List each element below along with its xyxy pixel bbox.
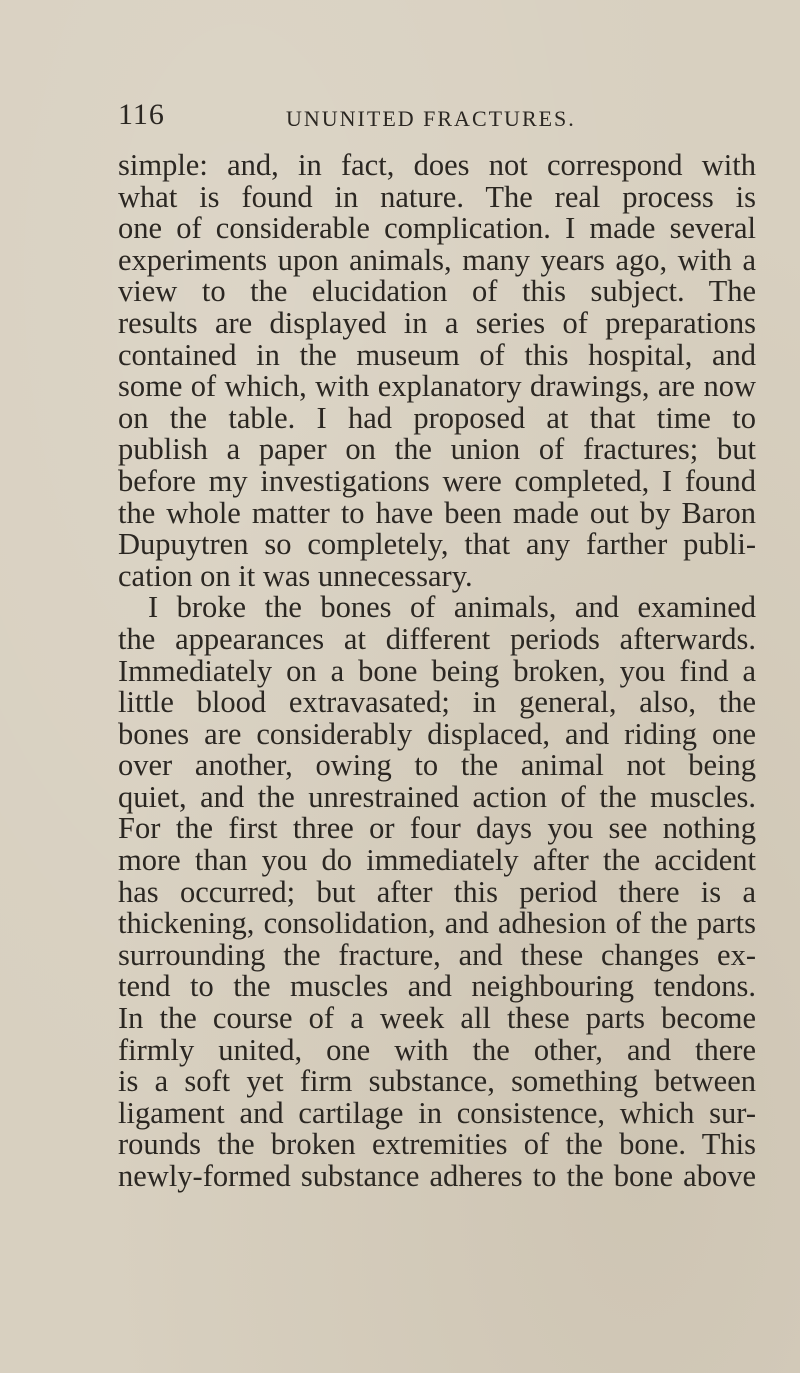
text-line: some of which, with explanatory drawings, are now	[118, 369, 756, 404]
text-line: surrounding the fracture, and these changes ex-	[118, 937, 756, 972]
text-line: quiet, and the unrestrained action of the muscles.	[118, 779, 756, 814]
text-line: one of considerable complication. I made several	[118, 211, 756, 246]
text-line: results are displayed in a series of preparations	[118, 305, 756, 340]
text-line: over another, owing to the animal not being	[118, 748, 756, 783]
text-line: more than you do immediately after the accident	[118, 843, 756, 878]
text-line: experiments upon animals, many years ago, with a	[118, 242, 756, 277]
text-line: before my investigations were completed, I found	[118, 463, 756, 498]
paragraph-end-line: cation on it was unnecessary.	[118, 558, 473, 593]
text-line: Immediately on a bone being broken, you find a	[118, 653, 756, 688]
text-line: rounds the broken extremities of the bone. This	[118, 1127, 756, 1162]
text-line: For the first three or four days you see nothing	[118, 811, 756, 846]
text-line: In the course of a week all these parts become	[118, 1001, 756, 1036]
page-number: 116	[118, 98, 165, 131]
text-line: view to the elucidation of this subject. The	[118, 274, 756, 309]
text-line: is a soft yet firm substance, something between	[118, 1064, 756, 1099]
text-line: ligament and cartilage in consistence, which sur-	[118, 1095, 756, 1130]
text-line: bones are considerably displaced, and riding one	[118, 716, 756, 751]
text-line: newly-formed substance adheres to the bone above	[118, 1159, 756, 1193]
text-line: thickening, consolidation, and adhesion of the parts	[118, 906, 756, 941]
text-line: what is found in nature. The real process is	[118, 179, 756, 214]
running-title: UNUNITED FRACTURES.	[286, 106, 576, 131]
paragraph-start-line: I broke the bones of animals, and examined	[148, 590, 756, 625]
text-line: the whole matter to have been made out by Baron	[118, 495, 756, 530]
text-line: simple: and, in fact, does not correspond with	[118, 148, 756, 182]
text-line: contained in the museum of this hospital, and	[118, 337, 756, 372]
text-line: publish a paper on the union of fractures; but	[118, 432, 756, 467]
text-line: on the table. I had proposed at that time to	[118, 400, 756, 435]
text-line: the appearances at different periods afterwards.	[118, 621, 756, 656]
running-head	[118, 98, 738, 138]
text-line: firmly united, one with the other, and there	[118, 1032, 756, 1067]
text-line: tend to the muscles and neighbouring tendons.	[118, 969, 756, 1004]
body-text	[118, 150, 756, 1193]
text-line: has occurred; but after this period there is a	[118, 874, 756, 909]
text-line: Dupuytren so completely, that any farther publi-	[118, 527, 756, 562]
text-line: little blood extravasated; in general, also, the	[118, 685, 756, 720]
